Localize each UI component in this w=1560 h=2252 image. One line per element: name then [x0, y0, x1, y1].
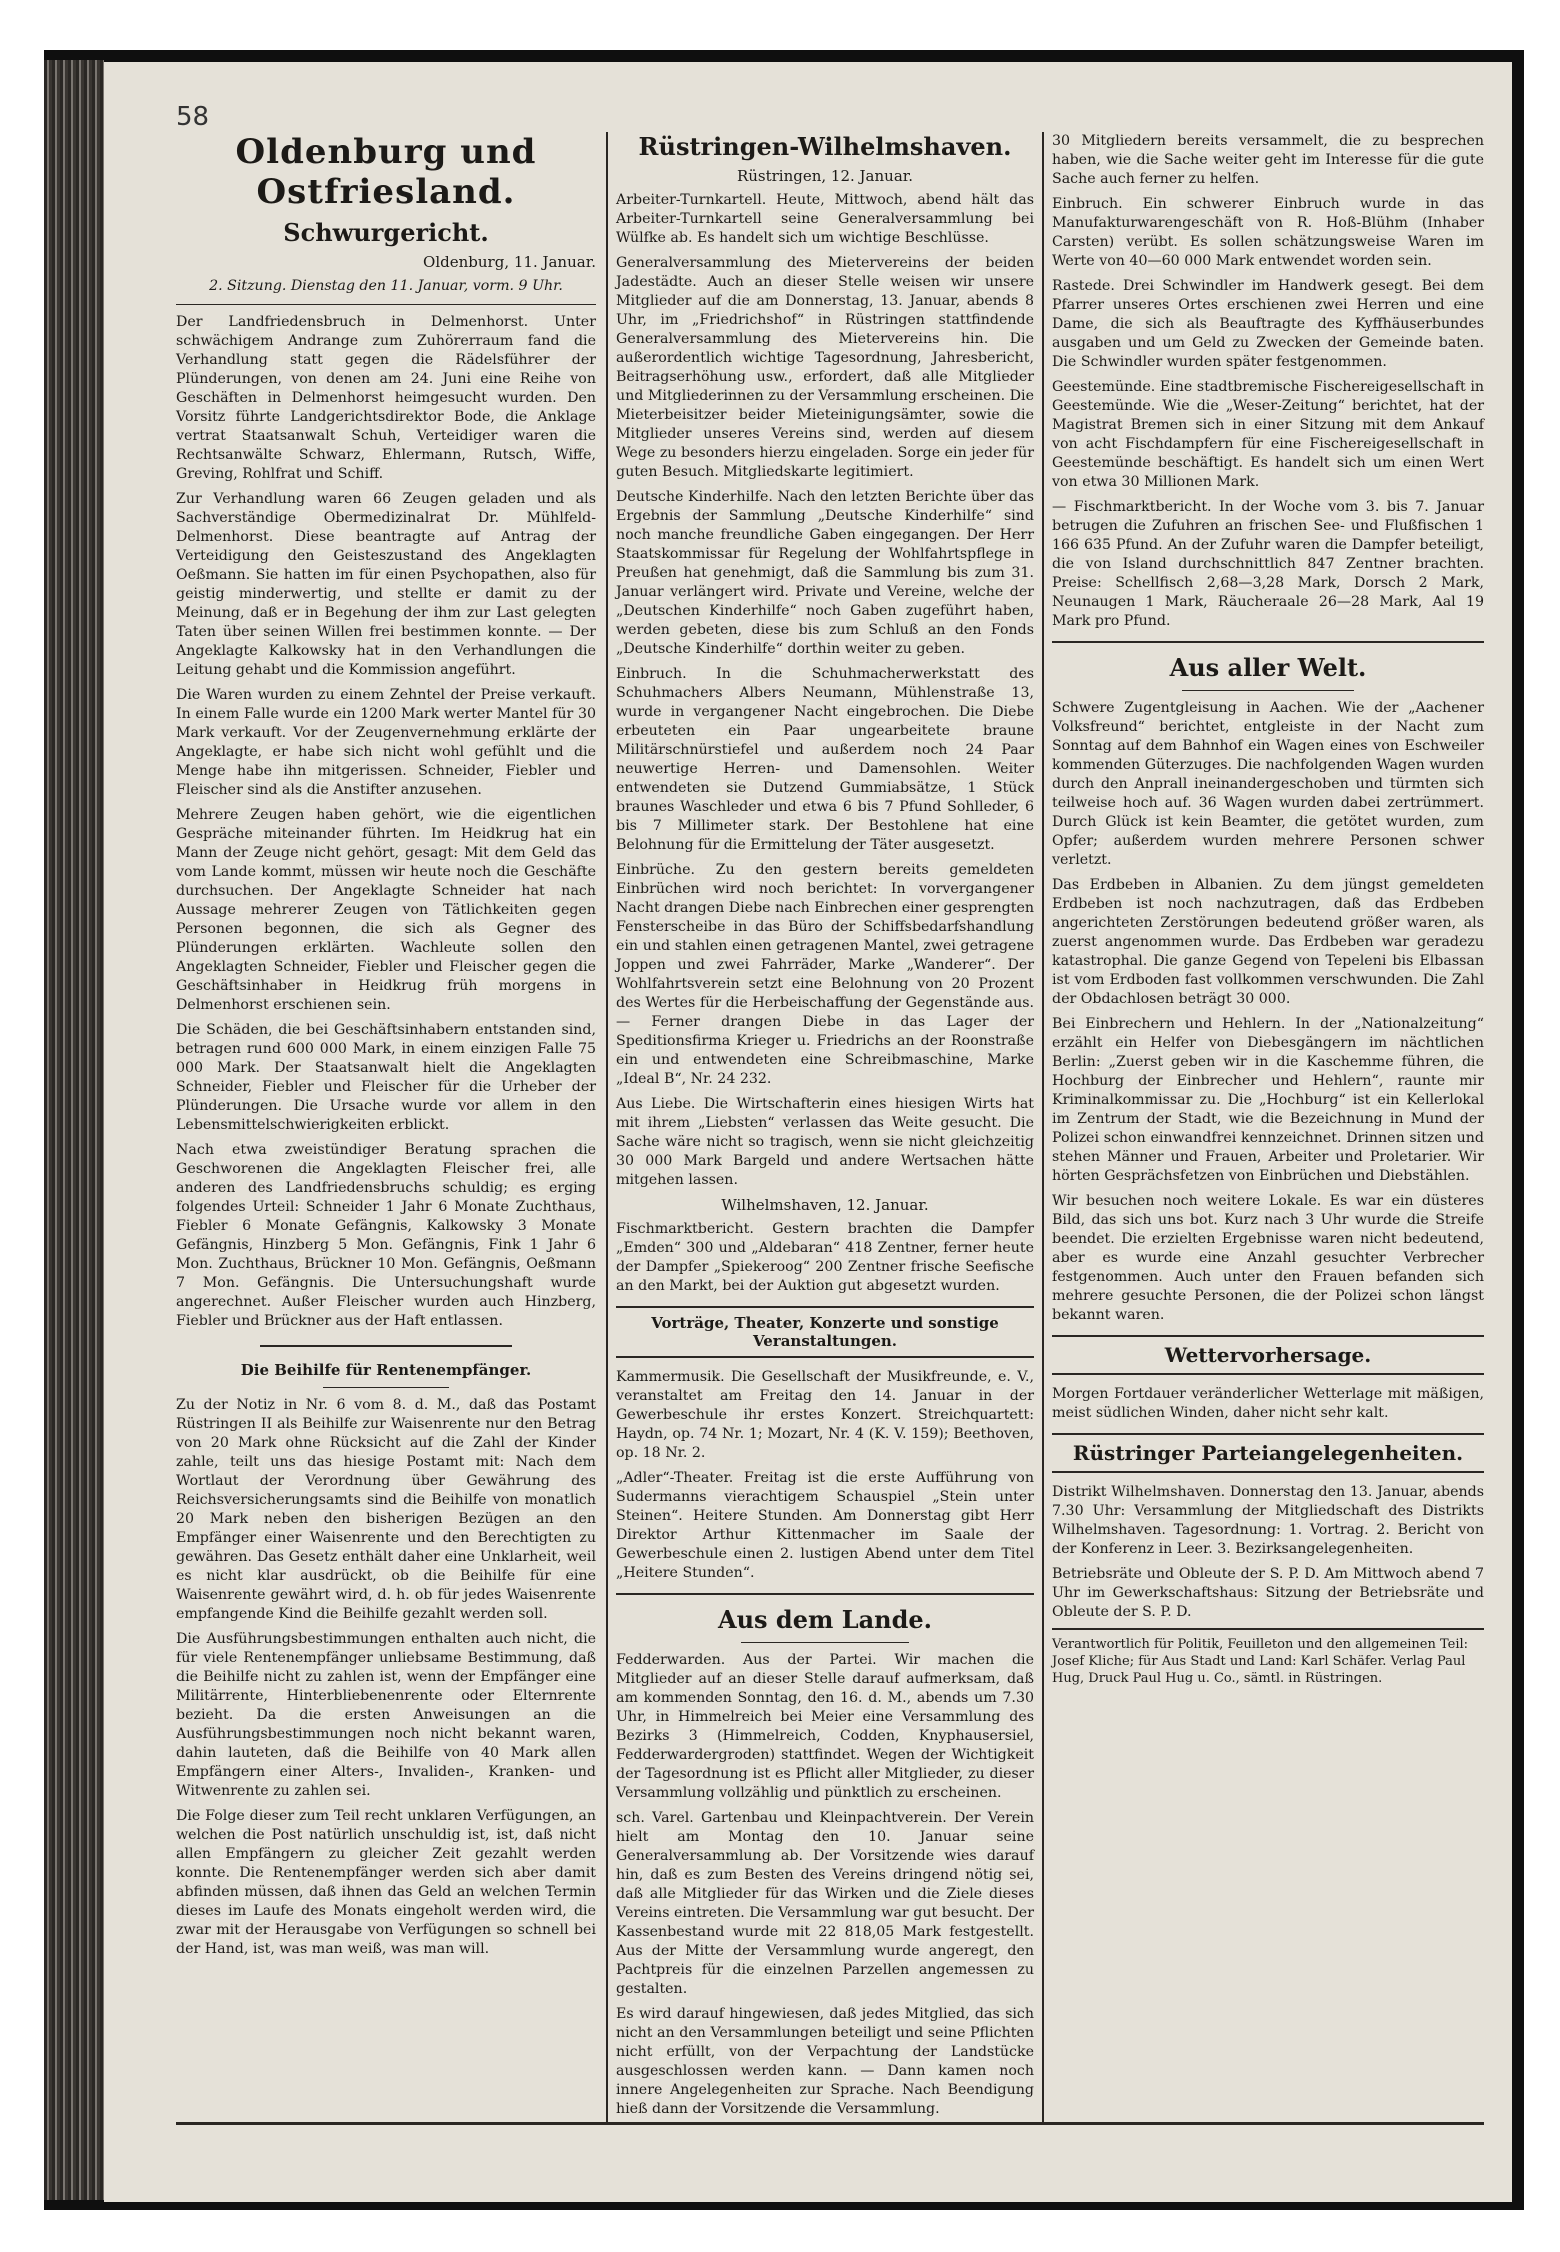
- page-bottom-rule: [176, 2122, 1484, 2125]
- party-title: Rüstringer Parteiangelegenheiten.: [1052, 1433, 1484, 1473]
- subheading-veranstaltungen: Vorträge, Theater, Konzerte und sonstige Veranstaltungen.: [616, 1306, 1034, 1358]
- section-title-aus-aller-welt: Aus aller Welt.: [1169, 653, 1367, 682]
- article-paragraph: Zur Verhandlung waren 66 Zeugen geladen und als Sachverständige Obermedizinalrat Dr. Mühlfeld-Delmenhorst. Diese beantragte auf Antrag der Verteidigung den Geisteszustand des Angeklagten Oeßmann. Sie hatten im für einen Psychopathen, also für geistig minderwertig, und stellte er damit zu der Meinung, daß er in Begehung der ihm zur Last gelegten Taten über seinen Willen frei bestimmen konnte. — Der Angeklagte Kalkowsky hat in den Verhandlungen die Leitung gehabt und die Kommission angeführt.: [176, 491, 596, 678]
- weather-text: Morgen Fortdauer veränderlicher Wetterlage mit mäßigen, meist südlichen Winden, daher nicht sehr kalt.: [1052, 1386, 1484, 1421]
- article-paragraph: Wir besuchen noch weitere Lokale. Es war ein düsteres Bild, das sich uns bot. Kurz nach 3 Uhr wurde die Streife beendet. Die erzielten Ergebnisse waren nicht bedeutend, aber es wurde eine Anzahl gesuchter Verbrecher festgenommen. Auch unter den Frauen befanden sich mehrere gesuchte Personen, die der Polizei schon längst bekannt waren.: [1052, 1193, 1484, 1323]
- dateline-wilhelmshaven: Wilhelmshaven, 12. Januar.: [721, 1196, 929, 1214]
- divider: [1182, 690, 1355, 691]
- column-oldenburg: [176, 132, 596, 1965]
- article-paragraph: Deutsche Kinderhilfe. Nach den letzten Berichte über das Ergebnis der Sammlung „Deutsche Kinderhilfe“ sind noch manche freundliche Gaben eingegangen. Der Herr Staatskommissar für Regelung der Wohlfahrtspflege in Preußen hat genehmigt, daß die Sammlung bis zum 31. Januar verlängert wird. Private und Vereine, welche der „Deutschen Kinderhilfe“ noch Gaben zugeführt haben, werden gebeten, diese bis zum Schluß an den Fonds „Deutsche Kinderhilfe“ dorthin weiter zu geben.: [616, 489, 1034, 657]
- article-paragraph: Nach etwa zweistündiger Beratung sprachen die Geschworenen die Angeklagten Fleischer frei, alle anderen des Landfriedensbruchs schuldig; es erging folgendes Urteil: Schneider 1 Jahr 6 Monate Zuchthaus, Fiebler 6 Monate Gefängnis, Kalkowsky 3 Monate Gefängnis, Hinzberg 5 Mon. Gefängnis, Fink 1 Jahr 6 Mon. Zuchthaus, Brückner 10 Mon. Gefängnis, Oeßmann 7 Mon. Gefängnis. Die Untersuchungshaft wurde angerechnet. Außer Fleischer wurden auch Hinzberg, Fiebler und Brückner aus der Haft entlassen.: [176, 1142, 596, 1329]
- article-paragraph: Einbruch. In die Schuhmacherwerkstatt des Schuhmachers Albers Neumann, Mühlenstraße 13, wurde in vergangener Nacht eingebrochen. Die Diebe erbeuteten ein Paar ungearbeitete braune Militärschnürstiefel und außerdem noch 24 Paar neuwertige Herren- und Damensohlen. Weiter entwendeten sie Dutzend Gummiabsätze, 1 Stück braunes Waschleder und etwa 6 bis 7 Pfund Sohlleder, 6 bis 7 Millimeter stark. Der Bestohlene hat eine Belohnung für die Ermittelung der Täter ausgesetzt.: [616, 666, 1034, 853]
- divider: [260, 1345, 512, 1347]
- dateline-oldenburg: Oldenburg, 11. Januar.: [423, 253, 596, 271]
- article-paragraph: sch. Varel. Gartenbau und Kleinpachtverein. Der Verein hielt am Montag den 10. Januar seine Generalversammlung ab. Der Vorsitzende wies darauf hin, daß es zum Besten des Vereins dringend nötig sei, daß alle Mitglieder für das Wirken und die Ziele dieses Vereins eintreten. Die Versammlung war gut besucht. Der Kassenbestand wurde mit 22 818,05 Mark festgestellt. Aus der Mitte der Versammlung wurde angeregt, den Pachtpreis für die einzelnen Parzellen angemessen zu gestalten.: [616, 1810, 1034, 1997]
- article-paragraph: „Adler“-Theater. Freitag ist die erste Aufführung von Sudermanns vierachtigem Schauspiel „Stein unter Steinen“. Heitere Stunden. Am Donnerstag gibt Herr Direktor Arthur Kittenmacher im Saale der Gewerbeschule einen 2. lustigen Abend unter dem Titel „Heitere Stunden“.: [616, 1470, 1034, 1581]
- book-edge: [44, 60, 104, 2200]
- section-title-ruestringen: Rüstringen-Wilhelmshaven.: [638, 132, 1012, 161]
- page-number: 58: [176, 102, 210, 132]
- article-paragraph: Einbruch. Ein schwerer Einbruch wurde in das Manufakturwarengeschäft von R. Hoß-Blühm (Inhaber Carsten) verübt. Es sollen schätzungsweise Waren im Werte von 40—60 000 Mark entwendet worden sein.: [1052, 196, 1484, 269]
- article-paragraph: Der Landfriedensbruch in Delmenhorst. Unter schwächigem Andrange zum Zuhörerraum fand die Verhandlung statt gegen die Rädelsführer der Plünderungen, von denen am 24. Juni eine Reihe von Geschäften in Delmenhorst heimgesucht wurden. Den Vorsitz führte Landgerichtsdirektor Bode, die Anklage vertrat Staatsanwalt Schuh, Verteidiger waren die Rechtsanwälte Schwarz, Ehlermann, Rutsch, Wiffe, Greving, Rohlfrat und Schiff.: [176, 314, 596, 482]
- newspaper-page: [104, 62, 1512, 2202]
- subheading-beihilfe: Die Beihilfe für Rentenempfänger.: [240, 1361, 532, 1379]
- article-paragraph: Die Folge dieser zum Teil recht unklaren Verfügungen, an welchen die Post natürlich unschuldig ist, ist, daß nicht allen Empfängern zu gleicher Zeit gezahlt werden konnte. Die Rentenempfänger werden sich aber damit abfinden müssen, daß ihnen das Geld an welchen Termin dieses im Laufe des Monats eingeholt werden wird, die zwar mit der Herausgabe von Verfügungen so schnell bei der Hand, ist, was man weiß, was man will.: [176, 1808, 596, 1957]
- column-ruestringen: [616, 132, 1034, 2125]
- article-paragraph: Aus Liebe. Die Wirtschafterin eines hiesigen Wirts hat mit ihrem „Liebsten“ verlassen das Weite gesucht. Die Sache wäre nicht so tragisch, wenn sie nicht gleichzeitig 30 000 Mark Bargeld und andere Wertsachen hätte mitgehen lassen.: [616, 1096, 1034, 1188]
- article-paragraph: Schwere Zugentgleisung in Aachen. Wie der „Aachener Volksfreund“ berichtet, entgleiste in der Nacht zum Sonntag auf dem Bahnhof ein Wagen eines von Eschweiler kommenden Güterzuges. Die nachfolgenden Wagen wurden durch den Anprall ineinandergeschoben und türmten sich teilweise hoch auf. 36 Wagen wurden dabei zertrümmert. Durch Glück ist kein Beamter, die getötet wurden, zum Opfer; außerdem wurden mehrere Personen schwer verletzt.: [1052, 700, 1484, 868]
- session-line: 2. Sitzung. Dienstag den 11. Januar, vorm. 9 Uhr.: [209, 278, 563, 294]
- article-paragraph: Mehrere Zeugen haben gehört, wie die eigentlichen Gespräche miteinander führten. Im Heidkrug hat ein Mann der Zeuge nicht gehört, gesagt: Mit dem Geld das vom Lande kommt, müssen wir heute noch die Geschäfte durchsuchen. Der Angeklagte Schneider hat nach Aussage mehrerer Zeugen von Tätlichkeiten gegen Personen begonnen, die sich als Gegner des Plünderungen erklärten. Wachleute sollen den Angeklagten Schneider, Fiebler und Fleischer gegen die Geschäftsinhaber in Heidkrug früh morgens in Delmenhorst erschienen sein.: [176, 807, 596, 1013]
- column-aus-aller-welt: [1052, 132, 1484, 1687]
- divider: [616, 1593, 1034, 1595]
- column-rule-1: [606, 132, 608, 2122]
- divider: [176, 304, 596, 305]
- article-paragraph: Die Schäden, die bei Geschäftsinhabern entstanden sind, betragen rund 600 000 Mark, in einem einzigen Falle 75 000 Mark. Der Staatsanwalt hielt die Angeklagten Schneider, Fiebler und Fleischer für die Urheber der Plünderungen. Die Ursache wurde vor allem in den Lebensmittelschwierigkeiten erblickt.: [176, 1022, 596, 1133]
- article-paragraph: 30 Mitgliedern bereits versammelt, die zu besprechen haben, wie die Sache weiter geht im Interesse für die gute Sache auch ferner zu helfen.: [1052, 133, 1484, 187]
- party-notice: Betriebsräte und Obleute der S. P. D. Am Mittwoch abend 7 Uhr im Gewerkschaftshaus: Sitzung der Betriebsräte und Obleute der S. P. D.: [1052, 1566, 1484, 1620]
- divider: [1052, 641, 1484, 643]
- article-paragraph: Kammermusik. Die Gesellschaft der Musikfreunde, e. V., veranstaltet am Freitag den 14. Januar in der Gewerbeschule ihr erstes Konzert. Streichquartett: Haydn, op. 74 Nr. 1; Mozart, Nr. 4 (K. V. 159); Beethoven, op. 18 Nr. 2.: [616, 1369, 1034, 1461]
- article-paragraph: Die Waren wurden zu einem Zehntel der Preise verkauft. In einem Falle wurde ein 1200 Mark werter Mantel für 30 Mark verkauft. Vor der Zeugenvernehmung erklärte der Angeklagte, er habe sich nicht wohl gefühlt und die Menge habe ihn mitgerissen. Schneider, Fiebler und Fleischer sind als die Anstifter anzusehen.: [176, 687, 596, 798]
- dateline-ruestringen: Rüstringen, 12. Januar.: [736, 167, 914, 185]
- article-paragraph: Zu der Notiz in Nr. 6 vom 8. d. M., daß das Postamt Rüstringen II als Beihilfe zur Waisenrente nur den Betrag von 20 Mark ohne Rücksicht auf die Zahl der Kinder zahle, teilt uns das hiesige Postamt mit: Nach dem Wortlaut der Verordnung über Gewährung des Reichsversicherungsamts sind die Beihilfe von monatlich 20 Mark neben den bisherigen Bezügen an den Empfänger einer Waisenrente und den Berechtigten zu gewähren. Das Gesetz enthält daher eine Unklarheit, weil es nicht klar ausdrückt, ob die Beihilfe für eine Waisenrente gewährt wird, d. h. ob für jedes Waisenrente empfangende Kind die Beihilfe gezahlt werden soll.: [176, 1397, 596, 1622]
- article-paragraph: Geestemünde. Eine stadtbremische Fischereigesellschaft in Geestemünde. Wie die „Weser-Zeitung“ berichtet, hat der Magistrat Bremen sich in einer Sitzung mit dem Ankauf von acht Fischdampfern für eine Fischereigesellschaft in Geestemünde beschäftigt. Es handelt sich um einen Wert von etwa 30 Millionen Mark.: [1052, 379, 1484, 490]
- article-paragraph: Das Erdbeben in Albanien. Zu dem jüngst gemeldeten Erdbeben ist noch nachzutragen, daß das Erdbeben angerichteten Zerstörungen bedeutend größer waren, als zuerst angenommen wurde. Das Erdbeben war geradezu katastrophal. Die ganze Gegend von Tepeleni bis Elbassan ist vom Erdboden fast vollkommen verschwunden. Die Zahl der Obdachlosen beträgt 30 000.: [1052, 877, 1484, 1007]
- article-paragraph: Es wird darauf hingewiesen, daß jedes Mitglied, das sich nicht an den Versammlungen beteiligt und seine Pflichten nicht erfüllt, von der Verpachtung der Landstücke ausgeschlossen werden kann. — Dann kamen noch innere Angelegenheiten zur Sprache. Nach Beendigung hieß dann der Vorsitzende die Versammlung.: [616, 2006, 1034, 2117]
- article-paragraph: Arbeiter-Turnkartell. Heute, Mittwoch, abend hält das Arbeiter-Turnkartell seine Generalversammlung bei Wülfke ab. Es handelt sich um wichtige Beschlüsse.: [616, 192, 1034, 246]
- article-paragraph: Fedderwarden. Aus der Partei. Wir machen die Mitglieder auf an dieser Stelle darauf aufmerksam, daß am kommenden Sonntag, den 16. d. M., abends um 7.30 Uhr, in Himmelreich bei Meier eine Versammlung des Bezirks 3 (Himmelreich, Codden, Knyphausersiel, Fedderwardergroden) stattfindet. Wegen der Wichtigkeit der Tagesordnung ist es Pflicht aller Mitglieder, zu dieser Versammlung vollzählig und pünktlich zu erscheinen.: [616, 1652, 1034, 1801]
- divider: [741, 1642, 908, 1643]
- article-paragraph: Bei Einbrechern und Hehlern. In der „Nationalzeitung“ erzählt ein Helfer von Diebesgängern im nächtlichen Berlin: „Zuerst geben wir in die Kaschemme führen, die Hochburg der Einbrecher und Hehlern“, raunte mir Kriminalkommissar zu. Die „Hochburg“ ist ein Kellerlokal im Zentrum der Stadt, wie die Bezeichnung in Mund der Polizei schon einwandfrei kennzeichnet. Drinnen sitzen und stehen Männer und Frauen, Arbeiter und Proletarier. Wir hörten Gesprächsfetzen von Einbrüchen und Diebstählen.: [1052, 1016, 1484, 1184]
- imprint: Verantwortlich für Politik, Feuilleton und den allgemeinen Teil: Josef Kliche; für Aus Stadt und Land: Karl Schäfer. Verlag Paul Hug, Druck Paul Hug u. Co., sämtl. in Rüstringen.: [1052, 1628, 1484, 1687]
- divider: [323, 1387, 449, 1388]
- article-paragraph: Fischmarktbericht. Gestern brachten die Dampfer „Emden“ 300 und „Aldebaran“ 418 Zentner, ferner heute der Dampfer „Spiekeroog“ 200 Zentner frische Seefische an den Markt, bei der Auktion gut abgesetzt wurden.: [616, 1221, 1034, 1294]
- article-paragraph: Einbrüche. Zu den gestern bereits gemeldeten Einbrüchen wird noch berichtet: In vorvergangener Nacht drangen Diebe nach Einbrechen einer gesprengten Fensterscheibe in das Büro der Schiffsbedarfshandlung ein und stahlen einen getragenen Mantel, zwei getragene Joppen und zwei Fahrräder, Marke „Wanderer“. Der Wohlfahrtsverein setzt eine Belohnung von 20 Prozent des Wertes für die Herbeischaffung der Gegenstände aus. — Ferner drangen Diebe in das Lager der Speditionsfirma Krieger u. Friedrichs an der Roonstraße ein und entwendeten eine Schreibmaschine, Marke „Ideal B“, Nr. 24 232.: [616, 862, 1034, 1087]
- section-title-aus-dem-lande: Aus dem Lande.: [717, 1605, 933, 1634]
- article-paragraph: Generalversammlung des Mietervereins der beiden Jadestädte. Auch an dieser Stelle weisen wir unsere Mitglieder auf die am Donnerstag, 13. Januar, abends 8 Uhr, im „Friedrichshof“ in Rüstringen stattfindende Generalversammlung des Mietervereins hin. Die außerordentlich wichtige Tagesordnung, Jahresbericht, Beitragserhöhung usw., erfordert, daß alle Mitglieder und Mitgliederinnen zu der Versammlung erscheinen. Die Mieterbeisitzer beider Mieteinigungsämter, sowie die Mitglieder unseres Vereins sind, werden auf diesem Wege zu besonders hierzu eingeladen. Sorge ein jeder für guten Besuch. Mitgliedskarte legitimiert.: [616, 255, 1034, 480]
- article-paragraph: — Fischmarktbericht. In der Woche vom 3. bis 7. Januar betrugen die Zufuhren an frischen See- und Flußfischen 1 166 635 Pfund. An der Zufuhr waren die Dampfer beteiligt, die von Island durchschnittlich 847 Zentner brachten. Preise: Schellfisch 2,68—3,28 Mark, Dorsch 2 Mark, Neunaugen 1 Mark, Räucheraale 26—28 Mark, Aal 19 Mark pro Pfund.: [1052, 499, 1484, 629]
- article-paragraph: Die Ausführungsbestimmungen enthalten auch nicht, die für viele Rentenempfänger unliebsame Bestimmung, daß die Beihilfe nicht zu zahlen ist, wenn der Empfänger eine Militärrente, Hinterbliebenenrente oder Elternrente bezieht. Da die ersten Anweisungen an die Ausführungsbestimmungen noch nicht bekannt waren, dahin lauteten, daß die Beihilfe von 40 Mark allen Empfängern einer Alters-, Invaliden-, Kranken- und Witwenrente zu zahlen sei.: [176, 1631, 596, 1799]
- party-notice: Distrikt Wilhelmshaven. Donnerstag den 13. Januar, abends 7.30 Uhr: Versammlung der Mitgliedschaft des Distrikts Wilhelmshaven. Tagesordnung: 1. Vortrag. 2. Bericht von der Konferenz in Leer. 3. Bezirksangelegenheiten.: [1052, 1484, 1484, 1557]
- section-title-oldenburg: Oldenburg und Ostfriesland.: [235, 132, 537, 212]
- weather-title: Wettervorhersage.: [1052, 1335, 1484, 1375]
- article-paragraph: Rastede. Drei Schwindler im Handwerk gesegt. Bei dem Pfarrer unseres Ortes erschienen zwei Herren und eine Dame, die sich als Beauftragte des Kyffhäuserbundes ausgaben und um Geld zu Zwecken der Gemeinde baten. Die Schwindler wurden später festgenommen.: [1052, 278, 1484, 370]
- column-rule-2: [1042, 132, 1044, 2122]
- subtitle-schwurgericht: Schwurgericht.: [283, 218, 489, 247]
